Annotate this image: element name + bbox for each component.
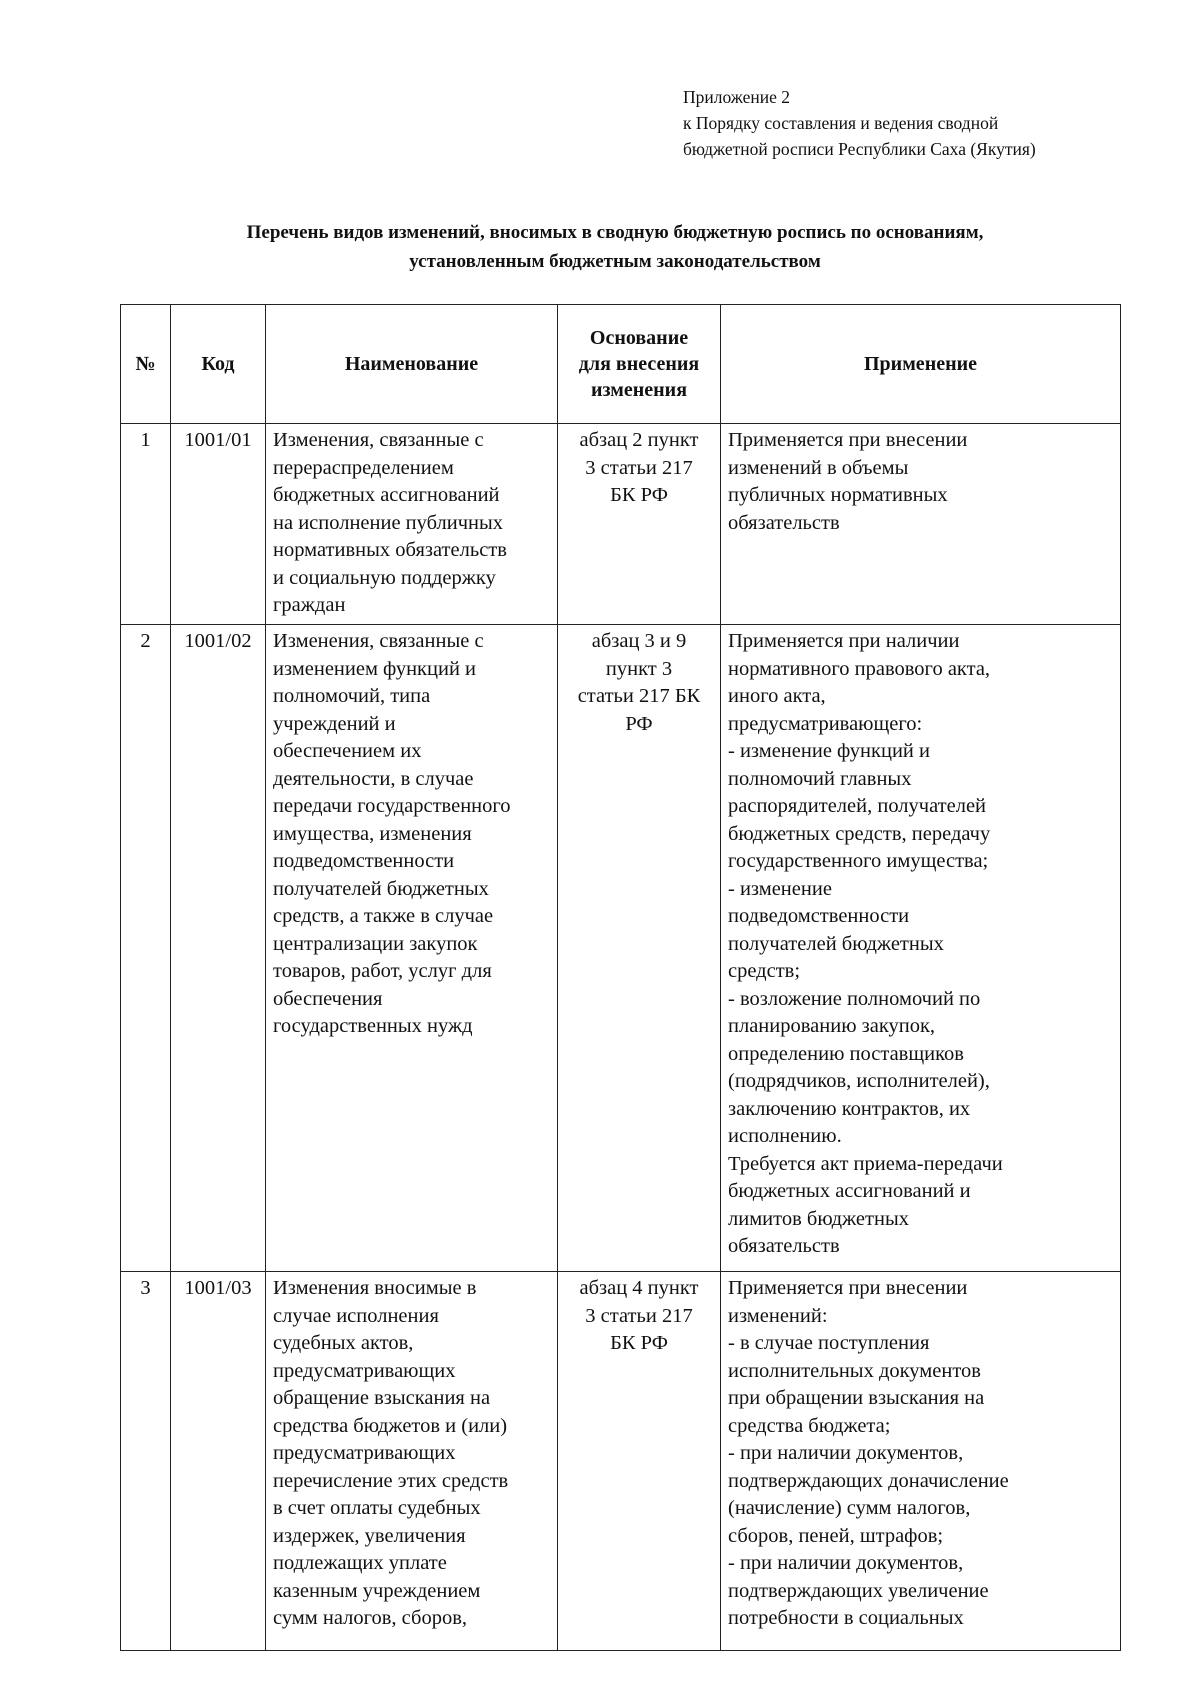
document-title bbox=[120, 218, 1110, 276]
header-basis bbox=[558, 305, 721, 424]
cell-line: государственных нужд bbox=[273, 1015, 473, 1037]
cell-line: бюджетных ассигнований и bbox=[728, 1180, 971, 1202]
cell-line: исполнительных документов bbox=[728, 1359, 981, 1382]
cell-line: планированию закупок, bbox=[728, 1015, 936, 1037]
cell-line: изменений: bbox=[728, 1304, 828, 1327]
row-num: 2 bbox=[121, 625, 171, 1272]
header-code: Код bbox=[171, 305, 266, 424]
cell-line: полномочий, типа bbox=[273, 685, 431, 707]
row-basis bbox=[558, 625, 721, 1272]
cell-line: деятельности, в случае bbox=[273, 767, 474, 790]
cell-line: - при наличии документов, bbox=[728, 1442, 964, 1464]
cell-line: товаров, работ, услуг для bbox=[273, 960, 492, 982]
appendix-block bbox=[683, 84, 1163, 162]
cell-line: - возложение полномочий по bbox=[728, 987, 981, 1010]
row-name bbox=[266, 424, 558, 625]
cell-line: абзац 3 и 9 bbox=[591, 630, 687, 652]
cell-line: - при наличии документов, bbox=[728, 1552, 964, 1574]
row-basis bbox=[558, 424, 721, 625]
row-name bbox=[266, 1272, 558, 1651]
cell-line: (подрядчиков, исполнителей), bbox=[728, 1070, 990, 1092]
row-num: 1 bbox=[121, 424, 171, 625]
cell-line: сборов, пеней, штрафов; bbox=[728, 1524, 944, 1547]
changes-table bbox=[120, 304, 1121, 1651]
cell-line: (начисление) сумм налогов, bbox=[728, 1497, 971, 1519]
cell-line: судебных актов, bbox=[273, 1332, 414, 1354]
cell-line: обращение взыскания на bbox=[273, 1387, 491, 1409]
cell-line: подтверждающих увеличение bbox=[728, 1579, 989, 1602]
row-application bbox=[721, 424, 1121, 625]
cell-line: 3 статьи 217 bbox=[585, 1304, 693, 1327]
cell-line: средств, а также в случае bbox=[273, 905, 494, 927]
cell-line: подтверждающих доначисление bbox=[728, 1469, 1009, 1492]
cell-line: - в случае поступления bbox=[728, 1332, 930, 1354]
appendix-line: Приложение 2 bbox=[683, 87, 791, 107]
cell-line: - изменение функций и bbox=[728, 740, 930, 762]
table-row bbox=[121, 1272, 1121, 1651]
cell-line: предусматривающего: bbox=[728, 712, 923, 735]
cell-line: - изменение bbox=[728, 877, 832, 900]
cell-line: обеспечения bbox=[273, 987, 383, 1010]
cell-line: публичных нормативных bbox=[728, 484, 948, 506]
cell-line: абзац 4 пункт bbox=[579, 1277, 699, 1299]
cell-line: в счет оплаты судебных bbox=[273, 1497, 481, 1519]
cell-line: средства бюджетов и (или) bbox=[273, 1414, 508, 1437]
cell-line: потребности в социальных bbox=[728, 1607, 964, 1629]
appendix-line: к Порядку составления и ведения сводной bbox=[683, 113, 999, 133]
cell-line: имущества, изменения bbox=[273, 822, 472, 845]
cell-line: нормативных обязательств bbox=[273, 539, 507, 561]
cell-line: и социальную поддержку bbox=[273, 566, 496, 589]
cell-line: лимитов бюджетных bbox=[728, 1207, 909, 1230]
cell-line: БК РФ bbox=[610, 484, 668, 506]
header-application: Применение bbox=[721, 305, 1121, 424]
header-basis-line: Основание bbox=[589, 327, 689, 349]
cell-line: Применяется при наличии bbox=[728, 630, 960, 652]
cell-line: средств; bbox=[728, 960, 801, 982]
cell-line: предусматривающих bbox=[273, 1442, 456, 1464]
cell-line: случае исполнения bbox=[273, 1304, 439, 1327]
cell-line: подведомственности bbox=[728, 905, 910, 927]
cell-line: сумм налогов, сборов, bbox=[273, 1607, 468, 1629]
cell-line: учреждений и bbox=[273, 712, 396, 735]
cell-line: нормативного правового акта, bbox=[728, 657, 991, 680]
row-num: 3 bbox=[121, 1272, 171, 1651]
table-row bbox=[121, 424, 1121, 625]
table-row bbox=[121, 625, 1121, 1272]
cell-line: при обращении взыскания на bbox=[728, 1387, 985, 1409]
cell-line: Изменения вносимые в bbox=[273, 1277, 477, 1299]
cell-line: определению поставщиков bbox=[728, 1042, 964, 1065]
appendix-line: бюджетной росписи Республики Саха (Якутия) bbox=[683, 139, 1036, 159]
cell-line: распорядителей, получателей bbox=[728, 795, 987, 817]
cell-line: пункт 3 bbox=[605, 657, 673, 680]
cell-line: централизации закупок bbox=[273, 932, 478, 955]
cell-line: Изменения, связанные с bbox=[273, 429, 484, 451]
cell-line: передачи государственного bbox=[273, 795, 511, 817]
cell-line: Применяется при внесении bbox=[728, 429, 968, 451]
cell-line: статьи 217 БК bbox=[577, 685, 701, 707]
cell-line: обеспечением их bbox=[273, 740, 422, 762]
cell-line: средства бюджета; bbox=[728, 1414, 891, 1437]
header-num: № bbox=[121, 305, 171, 424]
cell-line: подведомственности bbox=[273, 850, 455, 872]
title-line: Перечень видов изменений, вносимых в сводную бюджетную роспись по основаниям, bbox=[246, 222, 984, 243]
cell-line: получателей бюджетных bbox=[728, 932, 944, 955]
cell-line: казенным учреждением bbox=[273, 1579, 481, 1602]
cell-line: изменением функций и bbox=[273, 657, 477, 680]
row-basis bbox=[558, 1272, 721, 1651]
header-name: Наименование bbox=[266, 305, 558, 424]
cell-line: заключению контрактов, их bbox=[728, 1097, 971, 1120]
cell-line: бюджетных ассигнований bbox=[273, 484, 500, 506]
cell-line: перечисление этих средств bbox=[273, 1469, 509, 1492]
cell-line: абзац 2 пункт bbox=[579, 429, 699, 451]
cell-line: БК РФ bbox=[610, 1332, 668, 1354]
row-application bbox=[721, 625, 1121, 1272]
cell-line: издержек, увеличения bbox=[273, 1524, 466, 1547]
header-basis-line: для внесения bbox=[578, 353, 700, 375]
cell-line: государственного имущества; bbox=[728, 850, 989, 872]
cell-line: исполнению. bbox=[728, 1125, 842, 1147]
cell-line: полномочий главных bbox=[728, 767, 912, 790]
row-code: 1001/03 bbox=[171, 1272, 266, 1651]
cell-line: Требуется акт приема-передачи bbox=[728, 1152, 1003, 1175]
cell-line: 3 статьи 217 bbox=[585, 456, 693, 479]
cell-line: РФ bbox=[625, 712, 653, 735]
cell-line: бюджетных средств, передачу bbox=[728, 822, 991, 845]
cell-line: обязательств bbox=[728, 1235, 840, 1257]
cell-line: граждан bbox=[273, 594, 346, 616]
cell-line: обязательств bbox=[728, 511, 840, 534]
header-basis-line: изменения bbox=[590, 379, 688, 401]
title-line: установленным бюджетным законодательством bbox=[409, 251, 821, 272]
cell-line: изменений в объемы bbox=[728, 456, 909, 479]
cell-line: подлежащих уплате bbox=[273, 1552, 447, 1574]
row-code: 1001/02 bbox=[171, 625, 266, 1272]
row-name bbox=[266, 625, 558, 1272]
cell-line: иного акта, bbox=[728, 685, 826, 707]
cell-line: предусматривающих bbox=[273, 1359, 456, 1382]
cell-line: Применяется при внесении bbox=[728, 1277, 968, 1299]
cell-line: Изменения, связанные с bbox=[273, 630, 484, 652]
table-header-row bbox=[121, 305, 1121, 424]
cell-line: перераспределением bbox=[273, 456, 454, 479]
cell-line: получателей бюджетных bbox=[273, 877, 489, 900]
row-code: 1001/01 bbox=[171, 424, 266, 625]
row-application bbox=[721, 1272, 1121, 1651]
cell-line: на исполнение публичных bbox=[273, 511, 504, 534]
